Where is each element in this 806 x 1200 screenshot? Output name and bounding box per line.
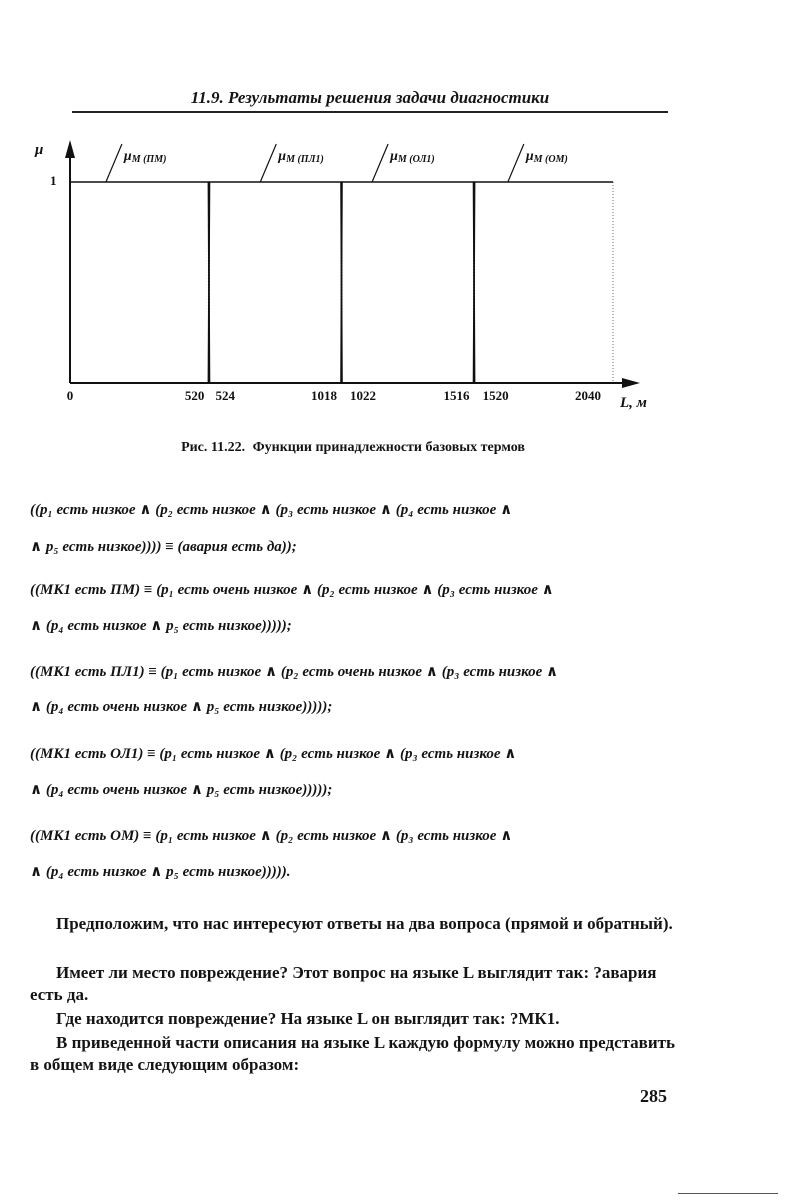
formula-line: ((МК1 есть ОЛ1) ≡ (p₁ есть низкое ∧ (p₂ есть низкое ∧ (p₃ есть низкое ∧	[30, 746, 517, 762]
figure-caption-label: Рис. 11.22.	[181, 440, 246, 455]
formula-line: ∧ p₅ есть низкое)))) ≡ (авария есть да));	[30, 539, 297, 555]
series-label	[389, 149, 435, 165]
x-tick-label: 520	[184, 388, 205, 403]
membership-curve	[208, 182, 342, 383]
membership-curve	[341, 182, 475, 383]
series-label-subscript: М (ОЛ1)	[397, 154, 435, 165]
body-paragraph: Предположим, что нас интересуют ответы на два вопроса (прямой и обратный).	[56, 914, 673, 933]
body-paragraph: Имеет ли место повреждение? Этот вопрос на языке L выглядит так: ?авария есть да.	[30, 963, 657, 1004]
formula-line: ((p₁ есть низкое ∧ (p₂ есть низкое ∧ (p₃ есть низкое ∧ (p₄ есть низкое ∧	[30, 502, 513, 518]
formula-line: ((МК1 есть ПМ) ≡ (p₁ есть очень низкое ∧ (p₂ есть низкое ∧ (p₃ есть низкое ∧	[30, 582, 554, 598]
series-label-subscript: М (ПМ)	[131, 154, 167, 165]
formula-line: ∧ (p₄ есть низкое ∧ p₅ есть низкое))))).	[30, 864, 291, 880]
series-leader-line	[372, 144, 388, 182]
bottom-rule	[678, 1193, 778, 1194]
formula-line: ∧ (p₄ есть очень низкое ∧ p₅ есть низкое)))));	[30, 782, 333, 798]
series-label	[123, 149, 167, 165]
formula-line: ∧ (p₄ есть низкое ∧ p₅ есть низкое)))));	[30, 618, 292, 634]
x-axis-arrow	[622, 378, 640, 388]
chart-axes	[65, 140, 640, 388]
body-paragraph: Где находится повреждение? На языке L он выглядит так: ?МК1.	[56, 1009, 560, 1028]
y-tick-label: 1	[50, 173, 57, 188]
running-header	[72, 88, 668, 113]
y-axis-arrow	[65, 140, 75, 158]
series-label-subscript: М (ПЛ1)	[286, 154, 324, 165]
series-leader-line	[106, 144, 122, 182]
formula-line: ((МК1 есть ОМ) ≡ (p₁ есть низкое ∧ (p₂ есть низкое ∧ (p₃ есть низкое ∧	[30, 828, 513, 844]
x-tick-label: 1516	[443, 388, 470, 403]
series-label-symbol: μ	[390, 149, 398, 164]
membership-functions-chart	[0, 120, 706, 420]
x-tick-label: 1018	[310, 388, 337, 403]
series-leader-line	[508, 144, 524, 182]
formula-line: ((МК1 есть ПЛ1) ≡ (p₁ есть низкое ∧ (p₂ есть очень низкое ∧ (p₃ есть низкое ∧	[30, 664, 559, 680]
x-tick-label: 0	[66, 388, 74, 403]
x-tick-label: 1022	[350, 388, 377, 403]
series-leader-line	[260, 144, 276, 182]
x-tick-label: 1520	[482, 388, 509, 403]
figure-caption	[0, 440, 706, 456]
body-paragraph: В приведенной части описания на языке L каждую формулу можно представить в общем виде следующим образом:	[30, 1033, 675, 1074]
chart-series	[70, 182, 613, 383]
series-label-symbol: μ	[123, 149, 132, 164]
x-tick-label: 524	[215, 388, 235, 403]
series-label	[525, 149, 568, 165]
series-label-subscript: М (ОМ)	[533, 154, 568, 165]
membership-curve	[474, 182, 614, 383]
formula-line: ∧ (p₄ есть очень низкое ∧ p₅ есть низкое)))));	[30, 699, 333, 715]
y-axis-label: μ	[35, 142, 44, 158]
series-label-symbol: μ	[278, 149, 287, 164]
series-label-symbol: μ	[525, 149, 534, 164]
running-title: 11.9. Результаты решения задачи диагностики	[190, 88, 550, 107]
chart-guides	[208, 182, 613, 383]
x-axis-label: L, м	[620, 395, 647, 411]
membership-curve	[70, 182, 210, 383]
figure-caption-text: Функции принадлежности базовых термов	[252, 440, 525, 455]
page-number: 285	[640, 1086, 667, 1106]
x-tick-label: 2040	[575, 388, 601, 403]
series-label	[277, 149, 324, 165]
